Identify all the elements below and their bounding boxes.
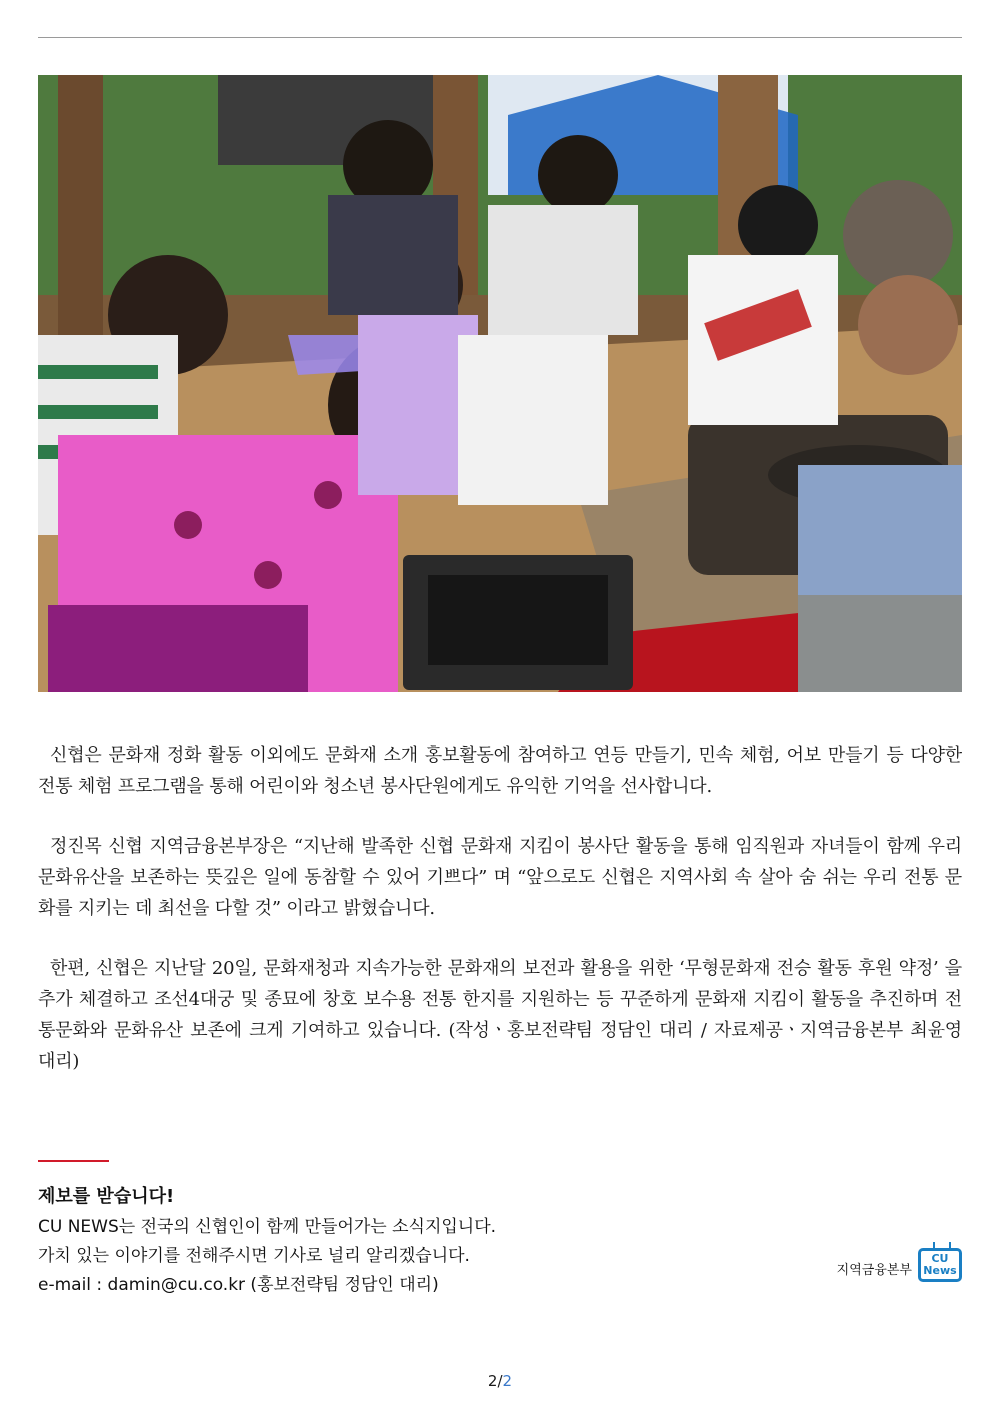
article-body — [38, 740, 962, 1106]
photo-illustration — [38, 75, 962, 692]
page-number — [0, 1372, 1000, 1390]
accent-divider — [38, 1160, 109, 1162]
footer-brand — [837, 1248, 962, 1282]
tip-heading: 제보를 받습니다! — [38, 1186, 175, 1207]
tip-line: CU NEWS는 전국의 신협인이 함께 만들어가는 소식지입니다. — [38, 1217, 497, 1237]
logo-text-news: News — [923, 1264, 957, 1277]
article-photo — [38, 75, 962, 692]
page-total: 2 — [502, 1372, 513, 1390]
tip-box — [38, 1184, 496, 1300]
tip-line: 가치 있는 이야기를 전해주시면 기사로 널리 알리겠습니다. — [38, 1246, 470, 1266]
page-current: 2/ — [487, 1372, 503, 1390]
department-label: 지역금융본부 — [836, 1263, 912, 1278]
logo-text-cu: CU — [931, 1252, 949, 1265]
article-paragraph: 한편, 신협은 지난달 20일, 문화재청과 지속가능한 문화재의 보전과 활용을 위한 ‘무형문화재 전승 활동 후원 약정’ 을 추가 체결하고 조선4대궁 및 종묘에 창호 보수용 전통 한지를 지원하는 등 꾸준하게 문화재 지킴이 활동을 추진하며 전통문화와 문화유산 보존에 크게 기여하고 있습니다. (작성ㆍ홍보전략팀 정담인 대리 / 자료제공ㆍ지역금융본부 최윤영 대리) — [38, 958, 962, 1072]
tip-email-line[interactable]: e-mail : damin@cu.co.kr (홍보전략팀 정담인 대리) — [38, 1275, 439, 1295]
cu-news-logo-icon — [918, 1248, 962, 1282]
article-paragraph: 정진목 신협 지역금융본부장은 “지난해 발족한 신협 문화재 지킴이 봉사단 활동을 통해 임직원과 자녀들이 함께 우리 문화유산을 보존하는 뜻깊은 일에 동참할 수 있어 기쁘다” 며 “앞으로도 신협은 지역사회 속 살아 숨 쉬는 우리 전통 문화를 지키는 데 최선을 다할 것” 이라고 밝혔습니다. — [38, 836, 962, 919]
top-divider — [38, 37, 962, 38]
article-paragraph: 신협은 문화재 정화 활동 이외에도 문화재 소개 홍보활동에 참여하고 연등 만들기, 민속 체험, 어보 만들기 등 다양한 전통 체험 프로그램을 통해 어린이와 청소년 봉사단원에게도 유익한 기억을 선사합니다. — [38, 745, 962, 797]
